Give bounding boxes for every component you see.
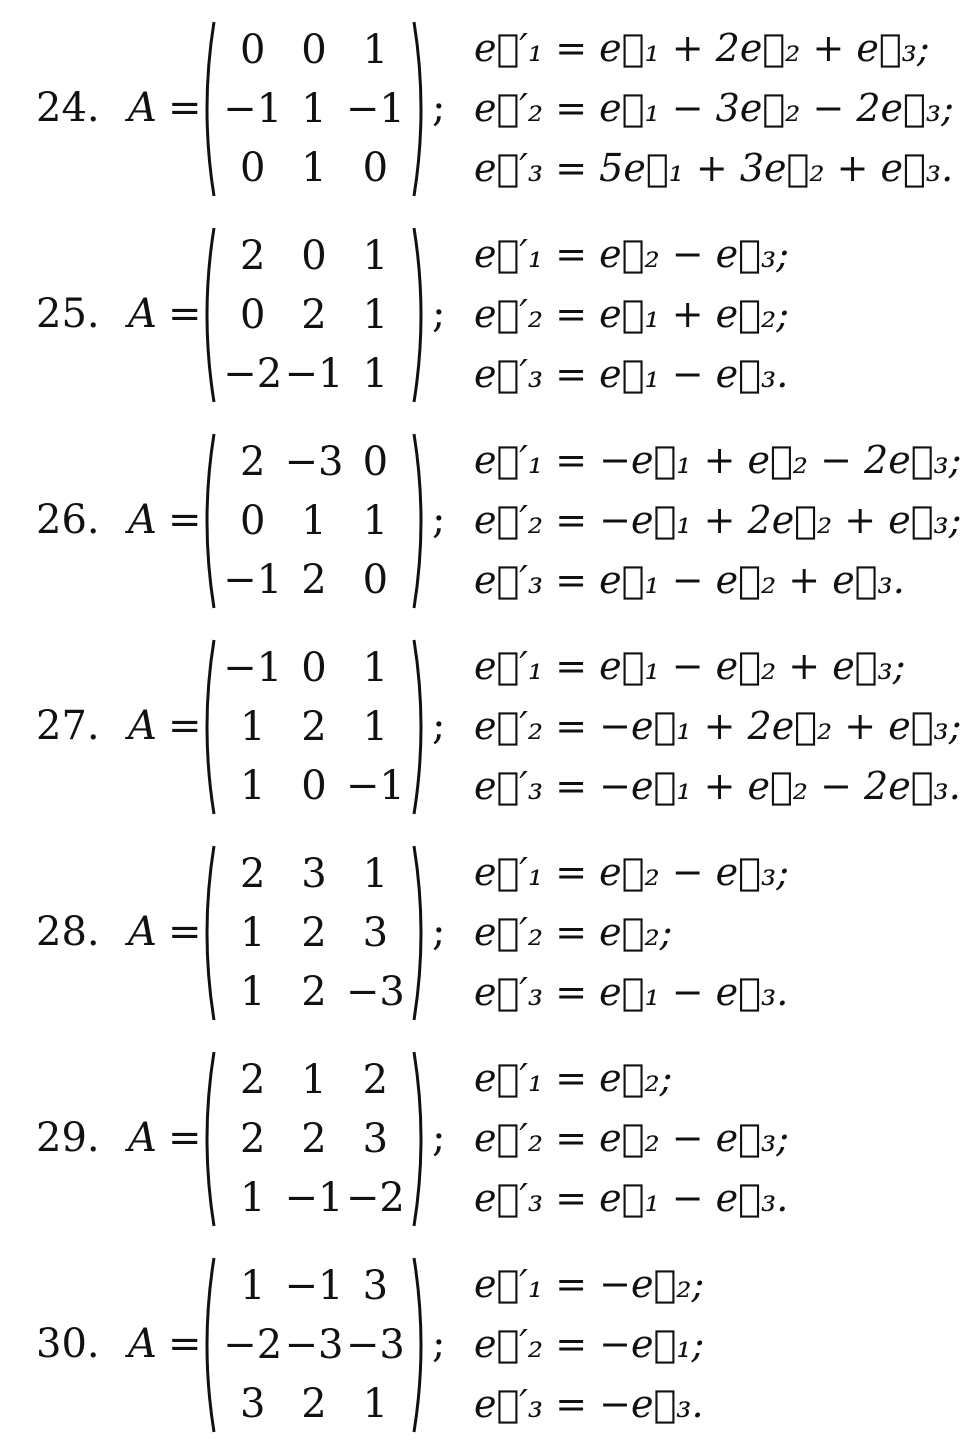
equals-sign: = bbox=[168, 497, 202, 543]
problem-number: 27. bbox=[36, 703, 100, 749]
matrix-cell: 2 bbox=[301, 291, 327, 338]
basis-equations bbox=[474, 842, 844, 1024]
matrix-cell: 1 bbox=[301, 85, 327, 132]
matrix bbox=[198, 1050, 430, 1228]
problem-28 bbox=[0, 840, 846, 1026]
matrix bbox=[198, 20, 430, 198]
basis-equation: e⃗′₃ = e⃗₁ − e⃗₃. bbox=[474, 970, 789, 1014]
matrix-cell: 3 bbox=[362, 909, 389, 956]
matrix-cell: −3 bbox=[284, 1321, 344, 1368]
matrix-cells bbox=[222, 1256, 406, 1434]
problem-30 bbox=[0, 1252, 846, 1438]
problem-number: 25. bbox=[36, 291, 100, 337]
matrix bbox=[198, 432, 430, 610]
basis-equations bbox=[474, 18, 954, 200]
right-paren-icon bbox=[412, 20, 430, 198]
matrix-cell: 0 bbox=[301, 763, 327, 810]
matrix-cell: 3 bbox=[301, 850, 327, 897]
matrix-cell: 2 bbox=[239, 438, 266, 485]
problem-number: 26. bbox=[36, 497, 100, 543]
matrix-symbol: A bbox=[128, 909, 157, 955]
matrix bbox=[198, 638, 430, 816]
problem-29 bbox=[0, 1046, 846, 1232]
matrix-cell: −3 bbox=[284, 438, 344, 485]
equals-sign: = bbox=[168, 1115, 202, 1161]
basis-equation: e⃗′₁ = −e⃗₁ + e⃗₂ − 2e⃗₃; bbox=[474, 438, 962, 482]
matrix-cell: −1 bbox=[223, 557, 283, 604]
basis-equations bbox=[474, 430, 962, 612]
matrix-cell: −1 bbox=[345, 85, 405, 132]
basis-equation: e⃗′₁ = e⃗₂ − e⃗₃; bbox=[474, 232, 790, 276]
basis-equation: e⃗′₂ = −e⃗₁ + 2e⃗₂ + e⃗₃; bbox=[474, 498, 962, 542]
equals-sign: = bbox=[168, 291, 202, 337]
problem-number: 24. bbox=[36, 85, 100, 131]
left-paren-icon bbox=[198, 1050, 216, 1228]
matrix-cells bbox=[222, 432, 406, 610]
basis-equation: e⃗′₂ = −e⃗₁; bbox=[474, 1322, 705, 1366]
basis-equation: e⃗′₁ = e⃗₂ − e⃗₃; bbox=[474, 850, 790, 894]
matrix-cells bbox=[222, 20, 406, 198]
basis-equation: e⃗′₃ = e⃗₁ − e⃗₂ + e⃗₃. bbox=[474, 558, 905, 602]
matrix-symbol: A bbox=[128, 497, 157, 543]
left-paren-icon bbox=[198, 226, 216, 404]
matrix-cells bbox=[222, 844, 406, 1022]
equals-sign: = bbox=[168, 1321, 202, 1367]
matrix-cell: −1 bbox=[223, 644, 283, 691]
matrix-cell: 3 bbox=[239, 1381, 266, 1428]
matrix-cell: 1 bbox=[362, 232, 389, 279]
right-paren-icon bbox=[412, 1256, 430, 1434]
matrix-cell: −3 bbox=[345, 1321, 405, 1368]
matrix-cell: 0 bbox=[239, 497, 266, 544]
problem-number: 29. bbox=[36, 1115, 100, 1161]
matrix-cell: 1 bbox=[239, 763, 266, 810]
left-paren-icon bbox=[198, 432, 216, 610]
matrix-cell: −1 bbox=[345, 763, 405, 810]
matrix-cell: 2 bbox=[239, 232, 266, 279]
matrix bbox=[198, 844, 430, 1022]
matrix-cell: 1 bbox=[301, 145, 327, 192]
matrix-cell: −1 bbox=[284, 351, 344, 398]
basis-equation: e⃗′₃ = 5e⃗₁ + 3e⃗₂ + e⃗₃. bbox=[474, 146, 954, 190]
matrix-cell: 0 bbox=[239, 145, 266, 192]
basis-equation: e⃗′₁ = e⃗₁ + 2e⃗₂ + e⃗₃; bbox=[474, 26, 930, 70]
problem-25 bbox=[0, 222, 846, 408]
matrix-cell: 1 bbox=[239, 969, 266, 1016]
matrix-cell: 2 bbox=[301, 703, 327, 750]
matrix-cell: 1 bbox=[239, 1175, 266, 1222]
matrix-cell: 2 bbox=[301, 557, 327, 604]
matrix-cell: 1 bbox=[362, 291, 389, 338]
problem-number: 30. bbox=[36, 1321, 100, 1367]
basis-equations bbox=[474, 224, 844, 406]
matrix-cell: −2 bbox=[223, 1321, 283, 1368]
matrix-cell: 1 bbox=[362, 1381, 389, 1428]
left-paren-icon bbox=[198, 1256, 216, 1434]
basis-equation: e⃗′₃ = e⃗₁ − e⃗₃. bbox=[474, 352, 789, 396]
problem-24 bbox=[0, 16, 954, 202]
matrix-cell: 1 bbox=[362, 497, 389, 544]
matrix-symbol: A bbox=[128, 291, 157, 337]
equals-sign: = bbox=[168, 85, 202, 131]
right-paren-icon bbox=[412, 844, 430, 1022]
matrix-symbol: A bbox=[128, 703, 157, 749]
matrix-cell: −2 bbox=[345, 1175, 405, 1222]
right-paren-icon bbox=[412, 432, 430, 610]
matrix-cell: 0 bbox=[301, 26, 327, 73]
separator: ; bbox=[432, 497, 446, 543]
basis-equation: e⃗′₂ = e⃗₁ − 3e⃗₂ − 2e⃗₃; bbox=[474, 86, 954, 130]
matrix-cell: 3 bbox=[362, 1115, 389, 1162]
right-paren-icon bbox=[412, 226, 430, 404]
basis-equation: e⃗′₂ = e⃗₁ + e⃗₂; bbox=[474, 292, 790, 336]
matrix-cell: 0 bbox=[301, 232, 327, 279]
matrix-cell: 1 bbox=[362, 703, 389, 750]
basis-equation: e⃗′₂ = −e⃗₁ + 2e⃗₂ + e⃗₃; bbox=[474, 704, 962, 748]
basis-equation: e⃗′₁ = −e⃗₂; bbox=[474, 1262, 705, 1306]
problem-number: 28. bbox=[36, 909, 100, 955]
matrix-cells bbox=[222, 226, 406, 404]
separator: ; bbox=[432, 85, 446, 131]
matrix-cell: 1 bbox=[362, 351, 389, 398]
matrix-cell: 1 bbox=[301, 497, 327, 544]
basis-equation: e⃗′₁ = e⃗₁ − e⃗₂ + e⃗₃; bbox=[474, 644, 906, 688]
matrix-cell: 1 bbox=[239, 909, 266, 956]
matrix-cell: −1 bbox=[284, 1175, 344, 1222]
matrix-cell: 2 bbox=[301, 1381, 327, 1428]
basis-equations bbox=[474, 1254, 844, 1436]
problem-27 bbox=[0, 634, 962, 820]
right-paren-icon bbox=[412, 1050, 430, 1228]
matrix-cell: −1 bbox=[284, 1262, 344, 1309]
matrix-cell: 0 bbox=[362, 438, 389, 485]
matrix-cell: 2 bbox=[301, 969, 327, 1016]
matrix-cell: 0 bbox=[362, 145, 389, 192]
matrix-cells bbox=[222, 1050, 406, 1228]
matrix-cell: 1 bbox=[362, 644, 389, 691]
matrix-symbol: A bbox=[128, 1115, 157, 1161]
matrix-cell: 2 bbox=[301, 1115, 327, 1162]
separator: ; bbox=[432, 291, 446, 337]
matrix bbox=[198, 226, 430, 404]
matrix-cell: 1 bbox=[362, 850, 389, 897]
matrix-cell: 2 bbox=[239, 850, 266, 897]
separator: ; bbox=[432, 1321, 446, 1367]
matrix bbox=[198, 1256, 430, 1434]
matrix-cells bbox=[222, 638, 406, 816]
matrix-cell: −1 bbox=[223, 85, 283, 132]
matrix-cell: 0 bbox=[239, 291, 266, 338]
separator: ; bbox=[432, 703, 446, 749]
matrix-cell: 1 bbox=[301, 1056, 327, 1103]
matrix-cell: 0 bbox=[239, 26, 266, 73]
basis-equation: e⃗′₃ = −e⃗₃. bbox=[474, 1382, 704, 1426]
matrix-cell: 2 bbox=[239, 1056, 266, 1103]
separator: ; bbox=[432, 909, 446, 955]
basis-equation: e⃗′₂ = e⃗₂ − e⃗₃; bbox=[474, 1116, 790, 1160]
left-paren-icon bbox=[198, 844, 216, 1022]
matrix-symbol: A bbox=[128, 1321, 157, 1367]
matrix-cell: −3 bbox=[345, 969, 405, 1016]
left-paren-icon bbox=[198, 638, 216, 816]
right-paren-icon bbox=[412, 638, 430, 816]
basis-equation: e⃗′₃ = −e⃗₁ + e⃗₂ − 2e⃗₃. bbox=[474, 764, 961, 808]
basis-equation: e⃗′₂ = e⃗₂; bbox=[474, 910, 673, 954]
matrix-cell: 1 bbox=[239, 703, 266, 750]
matrix-cell: 0 bbox=[301, 644, 327, 691]
basis-equation: e⃗′₁ = e⃗₂; bbox=[474, 1056, 673, 1100]
basis-equations bbox=[474, 1048, 844, 1230]
matrix-cell: −2 bbox=[223, 351, 283, 398]
matrix-cell: 2 bbox=[362, 1056, 389, 1103]
matrix-symbol: A bbox=[128, 85, 157, 131]
matrix-cell: 2 bbox=[301, 909, 327, 956]
matrix-cell: 1 bbox=[239, 1262, 266, 1309]
problem-26 bbox=[0, 428, 962, 614]
basis-equation: e⃗′₃ = e⃗₁ − e⃗₃. bbox=[474, 1176, 789, 1220]
separator: ; bbox=[432, 1115, 446, 1161]
left-paren-icon bbox=[198, 20, 216, 198]
equals-sign: = bbox=[168, 909, 202, 955]
equals-sign: = bbox=[168, 703, 202, 749]
basis-equations bbox=[474, 636, 962, 818]
matrix-cell: 0 bbox=[362, 557, 389, 604]
matrix-cell: 1 bbox=[362, 26, 389, 73]
matrix-cell: 2 bbox=[239, 1115, 266, 1162]
matrix-cell: 3 bbox=[362, 1262, 389, 1309]
